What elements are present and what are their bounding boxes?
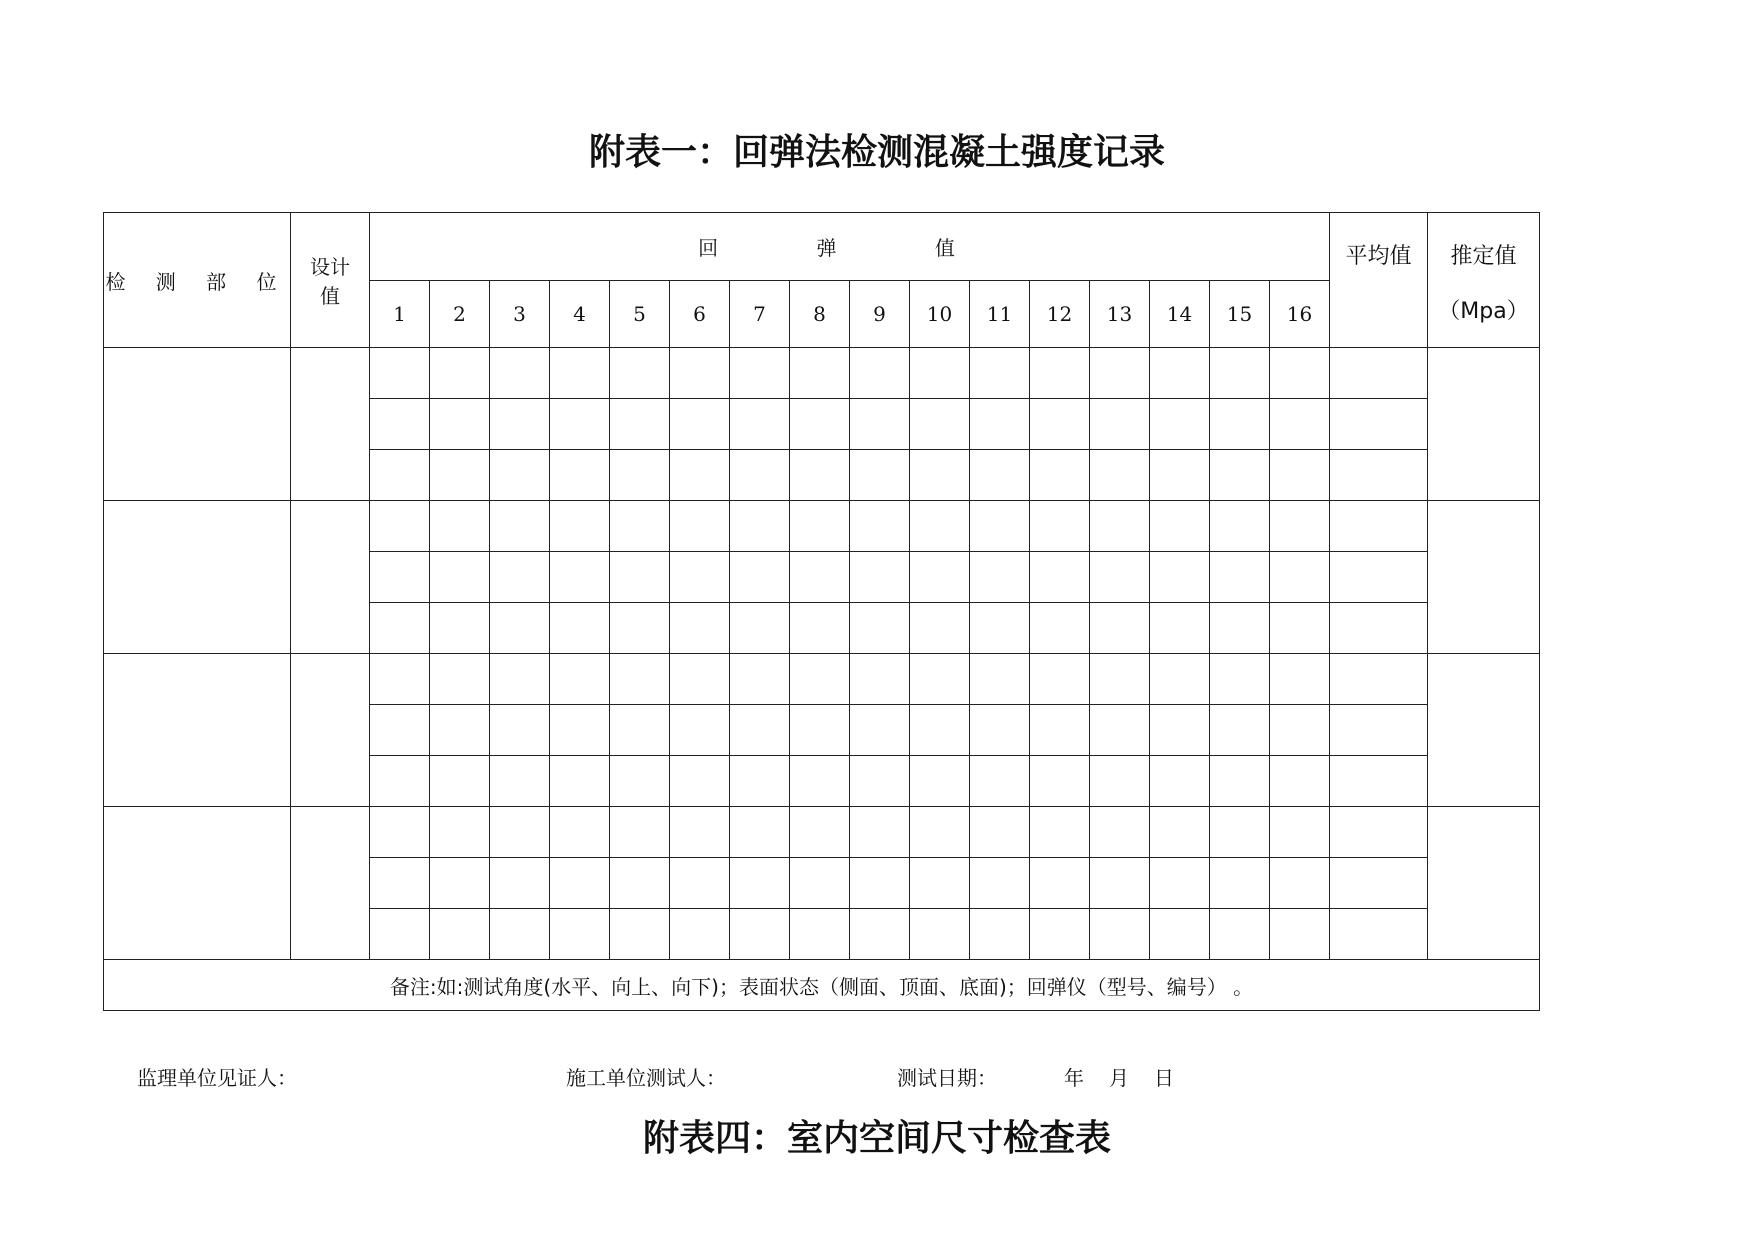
rebound-value-cell[interactable] [370, 552, 430, 603]
rebound-value-cell[interactable] [1030, 501, 1090, 552]
rebound-value-cell[interactable] [490, 501, 550, 552]
rebound-value-cell[interactable] [430, 858, 490, 909]
rebound-value-cell[interactable] [1270, 807, 1330, 858]
average-cell[interactable] [1330, 399, 1428, 450]
rebound-value-cell[interactable] [850, 450, 910, 501]
design-value-cell[interactable] [291, 501, 370, 654]
rebound-value-cell[interactable] [370, 399, 430, 450]
header-number-1: 1 [370, 280, 430, 348]
rebound-value-cell[interactable] [850, 858, 910, 909]
rebound-value-cell[interactable] [1270, 654, 1330, 705]
rebound-value-cell[interactable] [790, 654, 850, 705]
location-cell[interactable] [104, 807, 291, 960]
rebound-value-cell[interactable] [1150, 501, 1210, 552]
rebound-value-cell[interactable] [370, 603, 430, 654]
rebound-value-cell[interactable] [970, 654, 1030, 705]
rebound-value-cell[interactable] [730, 348, 790, 399]
header-number-3: 3 [490, 280, 550, 348]
header-number-16: 16 [1270, 280, 1330, 348]
rebound-value-cell[interactable] [550, 807, 610, 858]
rebound-value-cell[interactable] [850, 756, 910, 807]
rebound-value-cell[interactable] [1090, 450, 1150, 501]
rebound-value-cell[interactable] [1150, 858, 1210, 909]
rebound-value-cell[interactable] [970, 705, 1030, 756]
rebound-value-cell[interactable] [1090, 552, 1150, 603]
rebound-value-cell[interactable] [490, 705, 550, 756]
header-number-8: 8 [790, 280, 850, 348]
rebound-value-cell[interactable] [970, 909, 1030, 960]
header-number-5: 5 [610, 280, 670, 348]
rebound-value-cell[interactable] [1210, 807, 1270, 858]
header-design-line2: 值 [320, 284, 340, 308]
header-location [104, 213, 291, 348]
rebound-value-cell[interactable] [430, 654, 490, 705]
rebound-value-cell[interactable] [670, 501, 730, 552]
rebound-value-cell[interactable] [430, 807, 490, 858]
rebound-value-cell[interactable] [490, 552, 550, 603]
rebound-value-cell[interactable] [1030, 450, 1090, 501]
rebound-value-cell[interactable] [490, 909, 550, 960]
rebound-value-cell[interactable] [910, 399, 970, 450]
rebound-value-cell[interactable] [550, 756, 610, 807]
rebound-value-cell[interactable] [910, 909, 970, 960]
rebound-value-cell[interactable] [1090, 807, 1150, 858]
header-rebound-value [370, 213, 1330, 281]
rebound-value-cell[interactable] [610, 756, 670, 807]
design-value-cell[interactable] [291, 654, 370, 807]
rebound-value-cell[interactable] [550, 348, 610, 399]
rebound-value-cell[interactable] [730, 399, 790, 450]
rebound-value-cell[interactable] [610, 552, 670, 603]
rebound-value-cell[interactable] [970, 807, 1030, 858]
rebound-value-cell[interactable] [610, 858, 670, 909]
document-subtitle: 附表四：室内空间尺寸检查表 [642, 1118, 1111, 1159]
rebound-value-cell[interactable] [970, 450, 1030, 501]
rebound-value-cell[interactable] [970, 399, 1030, 450]
rebound-value-cell[interactable] [490, 654, 550, 705]
estimated-value-cell[interactable] [1428, 348, 1540, 501]
rebound-value-cell[interactable] [1210, 705, 1270, 756]
header-location-label: 检 测 部 位 [105, 269, 289, 294]
rebound-value-cell[interactable] [910, 654, 970, 705]
rebound-value-cell[interactable] [1030, 552, 1090, 603]
rebound-value-cell[interactable] [1090, 858, 1150, 909]
rebound-value-cell[interactable] [490, 348, 550, 399]
rebound-value-cell[interactable] [1030, 756, 1090, 807]
rebound-value-cell[interactable] [1090, 909, 1150, 960]
header-number-14: 14 [1150, 280, 1210, 348]
header-number-10: 10 [910, 280, 970, 348]
tester-label: 施工单位测试人： [566, 1066, 726, 1090]
rebound-value-cell[interactable] [430, 552, 490, 603]
header-number-13: 13 [1090, 280, 1150, 348]
header-number-4: 4 [550, 280, 610, 348]
rebound-value-cell[interactable] [1210, 909, 1270, 960]
rebound-value-cell[interactable] [610, 450, 670, 501]
rebound-value-cell[interactable] [970, 552, 1030, 603]
rebound-value-cell[interactable] [910, 348, 970, 399]
rebound-value-cell[interactable] [670, 756, 730, 807]
average-cell[interactable] [1330, 756, 1428, 807]
rebound-value-cell[interactable] [1090, 348, 1150, 399]
rebound-value-cell[interactable] [370, 909, 430, 960]
header-number-6: 6 [670, 280, 730, 348]
rebound-value-cell[interactable] [430, 348, 490, 399]
average-cell[interactable] [1330, 807, 1428, 858]
rebound-value-cell[interactable] [370, 705, 430, 756]
rebound-value-cell[interactable] [370, 348, 430, 399]
rebound-value-cell[interactable] [1270, 450, 1330, 501]
rebound-value-cell[interactable] [850, 705, 910, 756]
rebound-value-cell[interactable] [1270, 603, 1330, 654]
rebound-value-cell[interactable] [970, 501, 1030, 552]
header-average-label: 平均值 [1345, 244, 1412, 269]
rebound-value-cell[interactable] [730, 552, 790, 603]
rebound-value-cell[interactable] [370, 501, 430, 552]
rebound-value-cell[interactable] [370, 858, 430, 909]
average-cell[interactable] [1330, 705, 1428, 756]
rebound-value-cell[interactable] [730, 909, 790, 960]
average-cell[interactable] [1330, 552, 1428, 603]
average-cell[interactable] [1330, 348, 1428, 399]
design-value-cell[interactable] [291, 348, 370, 501]
rebound-value-cell[interactable] [370, 807, 430, 858]
rebound-value-cell[interactable] [670, 603, 730, 654]
rebound-value-cell[interactable] [670, 552, 730, 603]
rebound-value-cell[interactable] [1270, 552, 1330, 603]
rebound-value-cell[interactable] [1090, 501, 1150, 552]
header-number-12: 12 [1030, 280, 1090, 348]
rebound-value-cell[interactable] [670, 399, 730, 450]
rebound-value-cell[interactable] [1150, 552, 1210, 603]
rebound-value-cell[interactable] [790, 399, 850, 450]
rebound-value-cell[interactable] [790, 705, 850, 756]
location-cell[interactable] [104, 654, 291, 807]
rebound-value-cell[interactable] [970, 348, 1030, 399]
rebound-value-cell[interactable] [1090, 654, 1150, 705]
table-row [104, 501, 1540, 552]
rebound-value-cell[interactable] [1270, 756, 1330, 807]
supervisor-witness-label: 监理单位见证人： [137, 1066, 297, 1090]
rebound-value-cell[interactable] [1030, 654, 1090, 705]
location-cell[interactable] [104, 348, 291, 501]
rebound-value-cell[interactable] [1030, 909, 1090, 960]
rebound-value-cell[interactable] [1210, 603, 1270, 654]
rebound-value-cell[interactable] [550, 858, 610, 909]
rebound-value-cell[interactable] [430, 501, 490, 552]
rebound-value-cell[interactable] [610, 909, 670, 960]
rebound-value-cell[interactable] [910, 807, 970, 858]
location-cell[interactable] [104, 501, 291, 654]
rebound-value-cell[interactable] [790, 807, 850, 858]
rebound-value-cell[interactable] [490, 399, 550, 450]
rebound-value-cell[interactable] [1030, 705, 1090, 756]
table-row [104, 348, 1540, 399]
rebound-value-cell[interactable] [850, 552, 910, 603]
header-estimated-line1: 推定值 [1450, 244, 1517, 269]
rebound-value-cell[interactable] [790, 909, 850, 960]
rebound-value-cell[interactable] [790, 450, 850, 501]
rebound-value-cell[interactable] [1210, 858, 1270, 909]
rebound-value-cell[interactable] [490, 450, 550, 501]
header-estimated-line2: （Mpa） [1438, 299, 1529, 324]
rebound-value-cell[interactable] [1150, 807, 1210, 858]
document-title: 附表一：回弹法检测混凝土强度记录 [588, 132, 1165, 173]
header-number-9: 9 [850, 280, 910, 348]
estimated-value-cell[interactable] [1428, 501, 1540, 654]
header-estimated [1428, 213, 1540, 348]
rebound-value-cell[interactable] [1090, 756, 1150, 807]
rebound-value-cell[interactable] [1030, 399, 1090, 450]
rebound-value-cell[interactable] [730, 603, 790, 654]
rebound-value-cell[interactable] [850, 501, 910, 552]
rebound-value-cell[interactable] [1030, 858, 1090, 909]
notes-text: 备注:如:测试角度(水平、向上、向下)；表面状态（侧面、顶面、底面)；回弹仪（型号、编号） 。 [104, 960, 1540, 1011]
rebound-value-cell[interactable] [550, 654, 610, 705]
rebound-value-cell[interactable] [1150, 603, 1210, 654]
header-design-line1: 设计 [310, 255, 350, 279]
rebound-value-cell[interactable] [790, 858, 850, 909]
rebound-value-cell[interactable] [1030, 807, 1090, 858]
rebound-value-cell[interactable] [670, 705, 730, 756]
date-month-label: 月 [1109, 1066, 1129, 1090]
header-number-11: 11 [970, 280, 1030, 348]
rebound-value-cell[interactable] [730, 705, 790, 756]
rebound-value-cell[interactable] [610, 654, 670, 705]
rebound-value-cell[interactable] [1270, 909, 1330, 960]
rebound-value-cell[interactable] [490, 603, 550, 654]
average-cell[interactable] [1330, 909, 1428, 960]
rebound-value-cell[interactable] [670, 450, 730, 501]
rebound-value-cell[interactable] [850, 654, 910, 705]
rebound-value-cell[interactable] [1150, 705, 1210, 756]
rebound-value-cell[interactable] [1030, 603, 1090, 654]
rebound-value-cell[interactable] [1270, 348, 1330, 399]
table-row [104, 654, 1540, 705]
rebound-value-cell[interactable] [1270, 858, 1330, 909]
rebound-value-cell[interactable] [910, 858, 970, 909]
average-cell[interactable] [1330, 858, 1428, 909]
rebound-value-cell[interactable] [670, 858, 730, 909]
table-row [104, 807, 1540, 858]
rebound-value-cell[interactable] [910, 705, 970, 756]
rebound-value-cell[interactable] [850, 399, 910, 450]
rebound-value-cell[interactable] [1030, 348, 1090, 399]
rebound-value-cell[interactable] [430, 603, 490, 654]
rebound-value-cell[interactable] [790, 348, 850, 399]
rebound-value-cell[interactable] [730, 654, 790, 705]
rebound-value-cell[interactable] [1090, 399, 1150, 450]
rebound-value-cell[interactable] [1210, 552, 1270, 603]
rebound-value-cell[interactable] [1210, 756, 1270, 807]
rebound-value-cell[interactable] [610, 348, 670, 399]
rebound-value-cell[interactable] [610, 807, 670, 858]
rebound-value-cell[interactable] [730, 858, 790, 909]
rebound-value-cell[interactable] [490, 858, 550, 909]
rebound-value-cell[interactable] [550, 501, 610, 552]
rebound-value-cell[interactable] [1210, 399, 1270, 450]
rebound-value-cell[interactable] [610, 501, 670, 552]
rebound-value-cell[interactable] [790, 501, 850, 552]
rebound-value-cell[interactable] [970, 603, 1030, 654]
design-value-cell[interactable] [291, 807, 370, 960]
rebound-value-cell[interactable] [370, 654, 430, 705]
date-day-label: 日 [1154, 1066, 1174, 1090]
rebound-value-cell[interactable] [1270, 705, 1330, 756]
rebound-value-cell[interactable] [1090, 603, 1150, 654]
rebound-value-cell[interactable] [550, 450, 610, 501]
estimated-value-cell[interactable] [1428, 807, 1540, 960]
test-date-label: 测试日期： [897, 1066, 997, 1090]
header-number-7: 7 [730, 280, 790, 348]
rebound-value-cell[interactable] [430, 756, 490, 807]
average-cell[interactable] [1330, 501, 1428, 552]
rebound-value-cell[interactable] [670, 807, 730, 858]
rebound-value-cell[interactable] [1270, 399, 1330, 450]
header-rebound-label: 回 弹 值 [698, 235, 1001, 260]
rebound-value-cell[interactable] [910, 756, 970, 807]
rebound-value-cell[interactable] [670, 654, 730, 705]
rebound-value-cell[interactable] [1210, 348, 1270, 399]
rebound-value-cell[interactable] [850, 603, 910, 654]
rebound-value-cell[interactable] [1150, 654, 1210, 705]
rebound-value-cell[interactable] [910, 552, 970, 603]
rebound-value-cell[interactable] [1210, 450, 1270, 501]
rebound-value-cell[interactable] [1210, 654, 1270, 705]
rebound-value-cell[interactable] [490, 756, 550, 807]
rebound-value-cell[interactable] [730, 501, 790, 552]
header-average [1330, 213, 1428, 348]
average-cell[interactable] [1330, 603, 1428, 654]
rebound-value-cell[interactable] [1210, 501, 1270, 552]
rebound-value-cell[interactable] [1150, 399, 1210, 450]
rebound-value-cell[interactable] [970, 756, 1030, 807]
rebound-value-cell[interactable] [550, 552, 610, 603]
header-design-value [291, 213, 370, 348]
rebound-value-cell[interactable] [850, 807, 910, 858]
rebound-value-cell[interactable] [670, 909, 730, 960]
rebound-value-cell[interactable] [730, 807, 790, 858]
rebound-value-cell[interactable] [550, 909, 610, 960]
rebound-value-cell[interactable] [550, 705, 610, 756]
rebound-value-cell[interactable] [910, 603, 970, 654]
header-number-2: 2 [430, 280, 490, 348]
average-cell[interactable] [1330, 450, 1428, 501]
rebound-value-cell[interactable] [550, 603, 610, 654]
rebound-value-cell[interactable] [430, 909, 490, 960]
rebound-value-cell[interactable] [550, 399, 610, 450]
rebound-value-cell[interactable] [610, 705, 670, 756]
rebound-record-table [103, 212, 1540, 1011]
header-number-15: 15 [1210, 280, 1270, 348]
rebound-value-cell[interactable] [790, 756, 850, 807]
rebound-value-cell[interactable] [1150, 450, 1210, 501]
rebound-value-cell[interactable] [790, 603, 850, 654]
rebound-value-cell[interactable] [490, 807, 550, 858]
rebound-value-cell[interactable] [1150, 756, 1210, 807]
rebound-value-cell[interactable] [850, 909, 910, 960]
rebound-value-cell[interactable] [730, 756, 790, 807]
rebound-value-cell[interactable] [1090, 705, 1150, 756]
rebound-value-cell[interactable] [670, 348, 730, 399]
rebound-value-cell[interactable] [910, 450, 970, 501]
rebound-value-cell[interactable] [610, 399, 670, 450]
rebound-value-cell[interactable] [610, 603, 670, 654]
notes-row [104, 960, 1540, 1011]
rebound-value-cell[interactable] [370, 756, 430, 807]
rebound-value-cell[interactable] [1150, 909, 1210, 960]
rebound-value-cell[interactable] [430, 705, 490, 756]
average-cell[interactable] [1330, 654, 1428, 705]
rebound-value-cell[interactable] [430, 450, 490, 501]
rebound-value-cell[interactable] [370, 450, 430, 501]
rebound-value-cell[interactable] [790, 552, 850, 603]
estimated-value-cell[interactable] [1428, 654, 1540, 807]
date-year-label: 年 [1064, 1066, 1084, 1090]
rebound-value-cell[interactable] [430, 399, 490, 450]
rebound-value-cell[interactable] [1270, 501, 1330, 552]
rebound-value-cell[interactable] [850, 348, 910, 399]
rebound-value-cell[interactable] [910, 501, 970, 552]
rebound-value-cell[interactable] [730, 450, 790, 501]
rebound-value-cell[interactable] [1150, 348, 1210, 399]
rebound-value-cell[interactable] [970, 858, 1030, 909]
